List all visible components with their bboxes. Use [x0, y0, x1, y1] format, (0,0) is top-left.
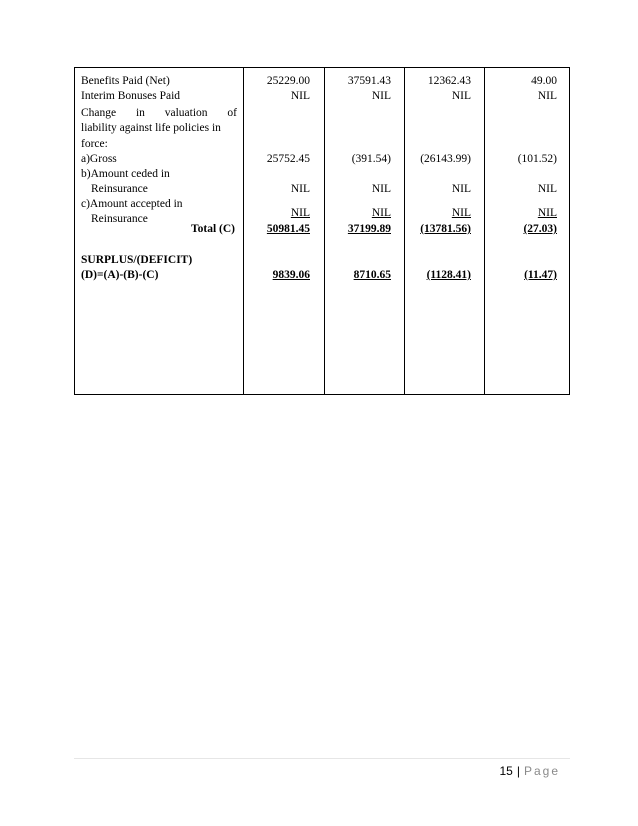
cell-value: 49.00 — [531, 75, 557, 87]
row-label-surplus: SURPLUS/(DEFICIT) — [81, 254, 193, 266]
footer-separator: | — [516, 764, 520, 778]
cell-value: 25229.00 — [266, 75, 310, 87]
cell-value: 25752.45 — [266, 153, 310, 165]
cell-value: (13781.56) — [420, 223, 471, 235]
cell-value: (11.47) — [524, 269, 557, 281]
row-label-reinsurance: Reinsurance — [91, 213, 148, 225]
cell-value: NIL — [451, 90, 471, 102]
cell-value: (101.52) — [517, 153, 557, 165]
footer-divider — [74, 758, 570, 759]
row-label-total: Total (C) — [191, 223, 235, 235]
page-number: 15 — [499, 764, 513, 778]
row-label-benefits-paid: Benefits Paid (Net) — [81, 75, 170, 87]
financial-table — [74, 67, 570, 395]
row-label-amount-accepted: c)Amount accepted in — [81, 198, 183, 210]
cell-value: NIL — [290, 207, 310, 219]
column-divider — [404, 68, 405, 394]
page-word: Page — [523, 764, 560, 778]
cell-value: 37591.43 — [347, 75, 391, 87]
label-word: Change — [81, 107, 117, 119]
row-label-change-valuation-line2: liability against life policies in — [81, 122, 221, 134]
row-label-amount-ceded: b)Amount ceded in — [81, 168, 170, 180]
column-divider — [324, 68, 325, 394]
label-word: valuation — [164, 107, 208, 119]
row-label-change-valuation-line3: force: — [81, 138, 108, 150]
column-divider — [484, 68, 485, 394]
cell-value: NIL — [451, 207, 471, 219]
row-label-change-valuation — [81, 106, 237, 121]
column-divider — [243, 68, 244, 394]
label-word: in — [135, 107, 145, 119]
cell-value: 12362.43 — [427, 75, 471, 87]
cell-value: NIL — [371, 90, 391, 102]
row-label-surplus-formula: (D)=(A)-(B)-(C) — [81, 269, 159, 281]
row-label-gross: a)Gross — [81, 153, 117, 165]
cell-value: 9839.06 — [272, 269, 310, 281]
cell-value: (26143.99) — [420, 153, 471, 165]
cell-value: NIL — [290, 90, 310, 102]
cell-value: NIL — [537, 207, 557, 219]
cell-value: 8710.65 — [353, 269, 391, 281]
cell-value: (1128.41) — [426, 269, 471, 281]
cell-value: NIL — [451, 183, 471, 195]
row-label-interim-bonuses: Interim Bonuses Paid — [81, 90, 181, 102]
page-footer — [499, 764, 560, 778]
cell-value: 50981.45 — [266, 223, 310, 235]
cell-value: NIL — [290, 183, 310, 195]
cell-value: (391.54) — [351, 153, 391, 165]
cell-value: 37199.89 — [347, 223, 391, 235]
row-label-reinsurance: Reinsurance — [91, 183, 148, 195]
cell-value: NIL — [537, 90, 557, 102]
cell-value: NIL — [371, 183, 391, 195]
cell-value: NIL — [371, 207, 391, 219]
cell-value: (27.03) — [523, 223, 557, 235]
label-word: of — [227, 107, 237, 119]
cell-value: NIL — [537, 183, 557, 195]
